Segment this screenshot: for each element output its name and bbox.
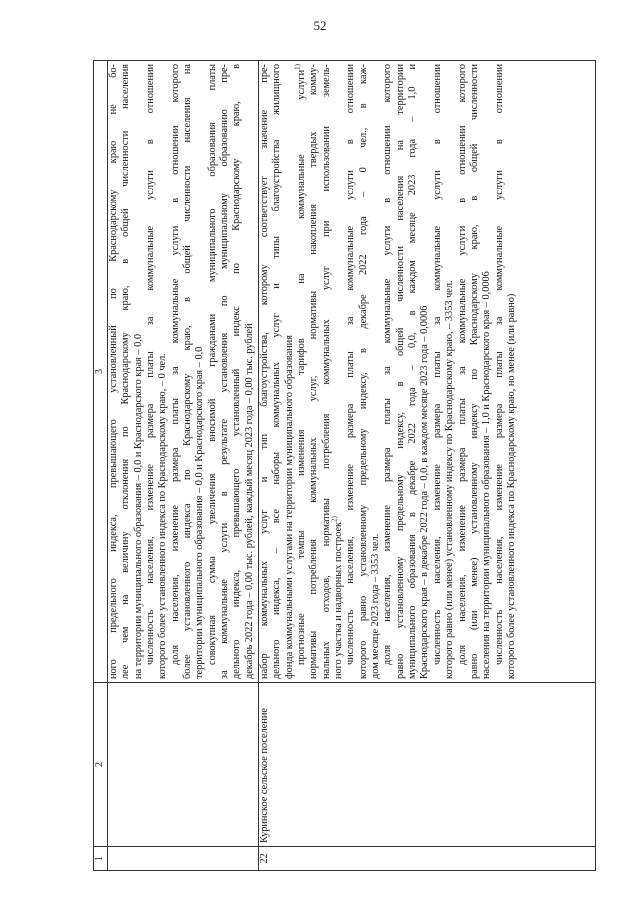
text-line: более установленного индекса по Краснодарскому краю, в общей численности населения на — [182, 64, 194, 679]
text-line: численность населения, изменение размера платы за коммунальные услуги в отношении — [493, 64, 505, 665]
settlement-name-cell: Куринское сельское поселение — [259, 683, 596, 847]
table-header-row — [94, 61, 108, 871]
header-col-1: 1 — [94, 847, 108, 871]
text-line: муниципального образования в декабре 2022 года – 0,0, в каждом месяце 2023 года – 1,0 и — [407, 64, 419, 679]
text-line: территории муниципального образования – 0,0 и Краснодарского края – 0,0 — [194, 346, 206, 679]
text-line: доля населения, изменение размера платы за коммунальные услуги в отношении которого — [382, 64, 394, 665]
text-line: лее чем на величину отклонения по Краснодарскому краю, в общей численности населения — [120, 64, 132, 679]
text-line: фонда коммунальными услугами на территории муниципального образования — [283, 335, 295, 679]
text-line: которого более установленного индекса по Краснодарскому краю, – 0 чел. — [157, 353, 169, 679]
text-line: прогнозные темпы изменения тарифов на коммунальные услуги$^{1)}$ — [293, 64, 308, 665]
text-line: ного предельного индекса, превышающего установленный по Краснодарскому краю не бо- — [108, 64, 119, 679]
text-line: декабрь 2022 года – 0,00 тыс. рублей, каждый месяц 2023 года – 0,00 тыс. рублей — [243, 323, 255, 679]
text-line: набор коммунальных услуг и тип благоустройства, которому соответствует значение пре- — [259, 64, 270, 679]
text-line: численность населения, изменение размера платы за коммунальные услуги в отношении — [345, 64, 357, 665]
data-table — [93, 60, 596, 871]
settlement-cell — [108, 683, 259, 847]
text-line: дельного индекса, превышающего установленный индекс по Краснодарскому краю, в — [231, 64, 243, 679]
text-line: ного участка и надворных построек$^{2)}$ — [330, 516, 345, 679]
text-line: доля населения, изменение размера платы за коммунальные услуги в отношении которого — [169, 64, 181, 665]
text-line: равно (или менее) установленному индексу по Краснодарскому краю, в общей численности — [468, 64, 480, 679]
indicators-cell — [259, 61, 596, 683]
text-line: нормативы потребления коммунальных услуг, нормативы накопления твердых комму- — [308, 64, 320, 679]
row-number-cell — [108, 847, 259, 871]
text-line: за коммунальные услуги в результате установления по муниципальному образованию пре- — [219, 64, 231, 679]
table-row-continuation — [108, 61, 259, 871]
text-line: населения на территории муниципального образования – 1,0 и Краснодарского края – 0,0006 — [481, 271, 493, 679]
text-line: численность населения, изменение размера платы за коммунальные услуги в отношении — [431, 64, 443, 665]
header-col-3: 3 — [94, 61, 108, 683]
indicators-cell — [108, 61, 259, 683]
text-line: Краснодарского края – в декабре 2022 года – 0,0, в каждом месяце 2023 года – 0,0006 — [419, 305, 431, 679]
text-line: совокупная сумма увеличения вносимой гражданами муниципального образования платы — [206, 64, 218, 665]
text-line: на территории муниципального образования – 0,0 и Краснодарского края – 0,0 — [132, 334, 144, 679]
text-line: дельного индекса, – все наборы коммунальных услуг и типы благоустройства жилищного — [271, 64, 283, 679]
page-number: 52 — [313, 18, 327, 33]
text-line: которого равно установленному предельному индексу, в декабре 2022 года – 0 чел., в каж- — [357, 64, 369, 679]
text-line: которого равно (или менее) установленному индексу по Краснодарскому краю, – 3353 чел. — [444, 280, 456, 679]
text-line: численность населения, изменение размера платы за коммунальные услуги в отношении — [145, 64, 157, 665]
text-line: которого более установленного индекса по Краснодарскому краю, но менее (или равно) — [505, 293, 517, 679]
rotated-table-wrapper — [93, 61, 596, 871]
text-line: равно установленному предельному индексу, в общей численности населения на территории — [394, 64, 406, 679]
table-row-22 — [259, 61, 596, 871]
row-number-cell: 22 — [259, 847, 596, 871]
text-line: доля населения, изменение размера платы за коммунальные услуги в отношении которого — [456, 64, 468, 665]
header-col-2: 2 — [94, 683, 108, 847]
text-line: дом месяце 2023 года – 3353 чел. — [370, 533, 382, 679]
text-line: нальных отходов, нормативы потребления коммунальных услуг при использовании земель- — [320, 64, 332, 679]
